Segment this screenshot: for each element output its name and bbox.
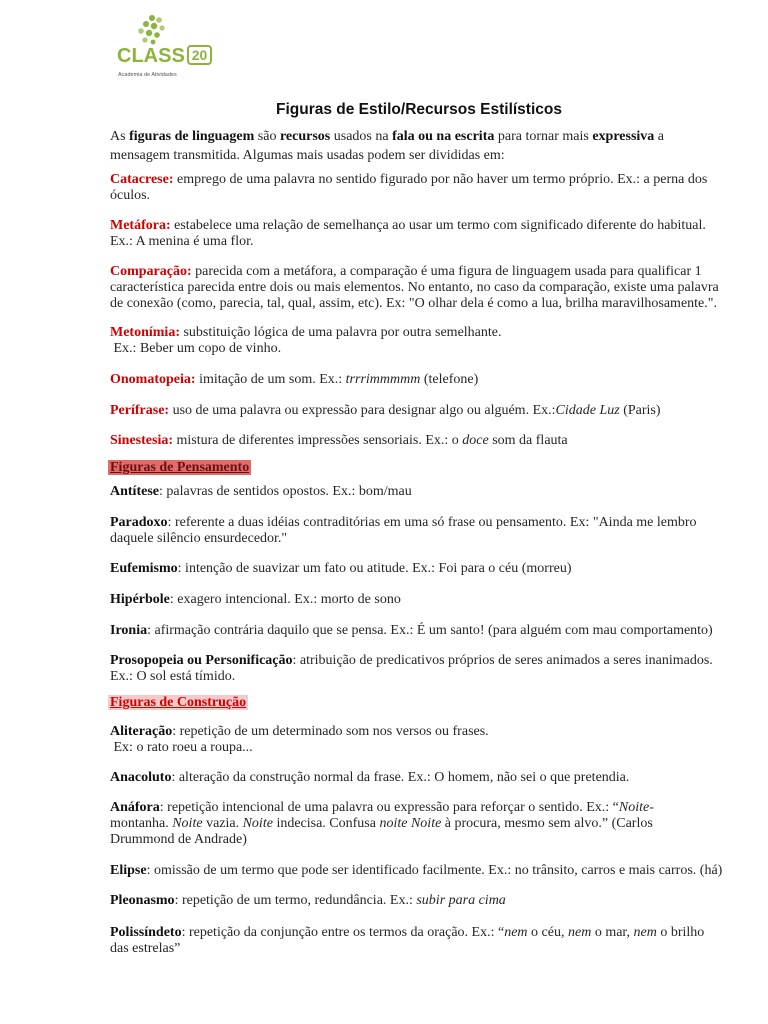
figure-term: Hipérbole <box>110 592 170 607</box>
figure-example-italic: Noite <box>172 816 203 831</box>
figure-definition: : repetição da conjunção entre os termos da oração. Ex.: “ <box>181 925 505 940</box>
intro-emphasis: recursos <box>279 129 331 144</box>
figure-example-italic: nem <box>633 925 657 940</box>
intro-text: a mensagem transmitida. Algumas mais usadas podem ser divididas em: <box>110 129 665 163</box>
figure-term: Eufemismo <box>110 561 178 576</box>
figure-definition: emprego de uma palavra no sentido figurado por não haver um termo próprio. Ex.: a perna dos óculos. <box>110 172 708 203</box>
figure-definition: estabelece uma relação de semelhança ao usar um termo com significado diferente do habitual. Ex.: A menina é uma flor. <box>110 218 706 249</box>
figure-definition: : exagero intencional. Ex.: morto de sono <box>169 592 401 607</box>
figure-anafora <box>110 800 654 848</box>
intro-text: As <box>110 129 130 144</box>
figure-definition: o céu, <box>527 925 568 940</box>
figure-term: Elipse <box>110 863 147 878</box>
figure-term: Perífrase: <box>110 403 170 418</box>
intro-emphasis: expressiva <box>592 129 655 144</box>
figure-example-italic: doce <box>462 433 489 448</box>
intro-text: usados na <box>330 129 393 144</box>
figure-definition: : omissão de um termo que pode ser identificado facilmente. Ex.: no trânsito, carros e mais carros. (há) <box>146 863 723 878</box>
figure-example-italic: Noite <box>242 816 273 831</box>
figure-example-italic: nem <box>504 925 528 940</box>
figure-example-italic: Noite- <box>618 800 654 815</box>
figure-definition: montanha. <box>110 816 169 831</box>
figure-example-italic: nem <box>567 925 592 940</box>
figure-definition: : repetição de um termo, redundância. Ex.: <box>174 893 417 908</box>
figure-term: Antítese <box>110 484 159 499</box>
figure-term: Paradoxo <box>110 515 168 530</box>
figure-definition: imitação de um som. Ex.: <box>195 372 346 387</box>
figure-definition: : intenção de suavizar um fato ou atitude. Ex.: Foi para o céu (morreu) <box>177 561 572 576</box>
figure-metafora <box>110 218 706 250</box>
figure-polissindeto <box>110 925 704 957</box>
figure-term: Anáfora <box>110 800 160 815</box>
figure-onomatopeia <box>110 372 478 388</box>
logo-brand: CLASS <box>117 45 185 67</box>
intro-emphasis: fala ou na escrita <box>392 129 495 144</box>
figure-term: Ironia <box>110 623 148 638</box>
figure-sinestesia <box>110 433 568 449</box>
figure-definition: (Paris) <box>619 403 661 418</box>
figure-term: Prosopopeia ou Personificação <box>110 653 293 668</box>
figure-definition: : palavras de sentidos opostos. Ex.: bom/mau <box>159 484 412 499</box>
figure-definition: : repetição intencional de uma palavra ou expressão para reforçar o sentido. Ex.: “ <box>159 800 619 815</box>
figure-elipse <box>110 863 722 879</box>
figure-definition: mistura de diferentes impressões sensoriais. Ex.: o <box>173 433 463 448</box>
intro-text: para tornar mais <box>494 129 593 144</box>
intro-emphasis: figuras de linguagem <box>129 129 255 144</box>
figure-definition: (telefone) <box>420 372 479 387</box>
figure-definition: uso de uma palavra ou expressão para designar algo ou alguém. Ex.: <box>169 403 556 418</box>
figure-metonimia <box>110 325 502 357</box>
figure-hiperbole <box>110 592 401 608</box>
figure-definition: : afirmação contrária daquilo que se pensa. Ex.: É um santo! (para alguém com mau comportamento) <box>147 623 713 638</box>
intro-text: são <box>254 129 280 144</box>
figure-comparacao <box>110 264 719 312</box>
intro-paragraph <box>110 127 664 165</box>
figure-definition: : atribuição de predicativos próprios de seres animados a seres inanimados. Ex.: O sol está tímido. <box>110 653 713 684</box>
figure-definition: : alteração da construção normal da frase. Ex.: O homem, não sei o que pretendia. <box>171 770 630 785</box>
figure-term: Catacrese: <box>110 172 174 187</box>
figure-definition: à procura, mesmo sem alvo.” (Carlos Drummond de Andrade) <box>110 816 653 847</box>
section-heading-pensamento <box>108 459 251 476</box>
page-title: Figuras de Estilo/Recursos Estilísticos <box>276 101 562 118</box>
figure-aliteracao <box>110 724 489 756</box>
figure-term: Anacoluto <box>110 770 172 785</box>
figure-example-italic: noite Noite <box>379 816 442 831</box>
figure-term: Onomatopeia: <box>110 372 196 387</box>
figure-term: Metonímia: <box>110 325 180 340</box>
grape-dots-icon <box>138 15 164 44</box>
figure-term: Polissíndeto <box>110 925 182 940</box>
figure-definition: parecida com a metáfora, a comparação é uma figura de linguagem usada para qualificar 1 característica parecida entre dois ou mais elementos. No entanto, no caso da comparação, existe uma palavra de conexão (como, parecia, tal, qual, assim, etc). Ex: "O olhar dela é como a lua, brilha maravilhosamente.". <box>110 264 719 311</box>
figure-term: Sinestesia: <box>110 433 173 448</box>
figure-eufemismo <box>110 561 571 577</box>
figure-term: Pleonasmo <box>110 893 175 908</box>
figure-anacoluto <box>110 770 629 786</box>
figure-term: Aliteração <box>110 724 173 739</box>
figure-example-italic: Cidade Luz <box>555 403 620 418</box>
section-heading-construcao <box>108 694 248 711</box>
logo-tagline: Academia de Atividades <box>118 72 177 78</box>
figure-term: Metáfora: <box>110 218 171 233</box>
section-heading-label: Figuras de Pensamento <box>110 460 250 475</box>
figure-perifrase <box>110 403 661 419</box>
logo-number: 20 <box>191 47 208 63</box>
figure-example-italic: trrrimmmmm <box>345 372 421 387</box>
class20-logo <box>112 14 216 82</box>
figure-definition: o brilho das estrelas” <box>110 925 705 956</box>
figure-definition: som da flauta <box>488 433 568 448</box>
figure-term: Comparação: <box>110 264 192 279</box>
figure-definition: : referente a duas idéias contraditórias em uma só frase ou pensamento. Ex: "Ainda me lembro daquele silêncio ensurdecedor." <box>110 515 697 546</box>
figure-catacrese <box>110 172 707 204</box>
figure-example-italic: subir para cima <box>416 893 506 908</box>
figure-definition: substituição lógica de uma palavra por outra semelhante. Ex.: Beber um copo de vinho. <box>113 325 502 356</box>
figure-definition: o mar, <box>591 925 634 940</box>
figure-definition: : repetição de um determinado som nos versos ou frases. Ex: o rato roeu a roupa... <box>113 724 489 755</box>
figure-paradoxo <box>110 515 697 547</box>
figure-antitese <box>110 484 412 500</box>
figure-definition: indecisa. Confusa <box>272 816 380 831</box>
figure-ironia <box>110 623 713 639</box>
figure-definition: vazia. <box>202 816 243 831</box>
figure-pleonasmo <box>110 893 506 909</box>
section-heading-label: Figuras de Construção <box>110 695 247 710</box>
figure-prosopopeia <box>110 653 713 685</box>
